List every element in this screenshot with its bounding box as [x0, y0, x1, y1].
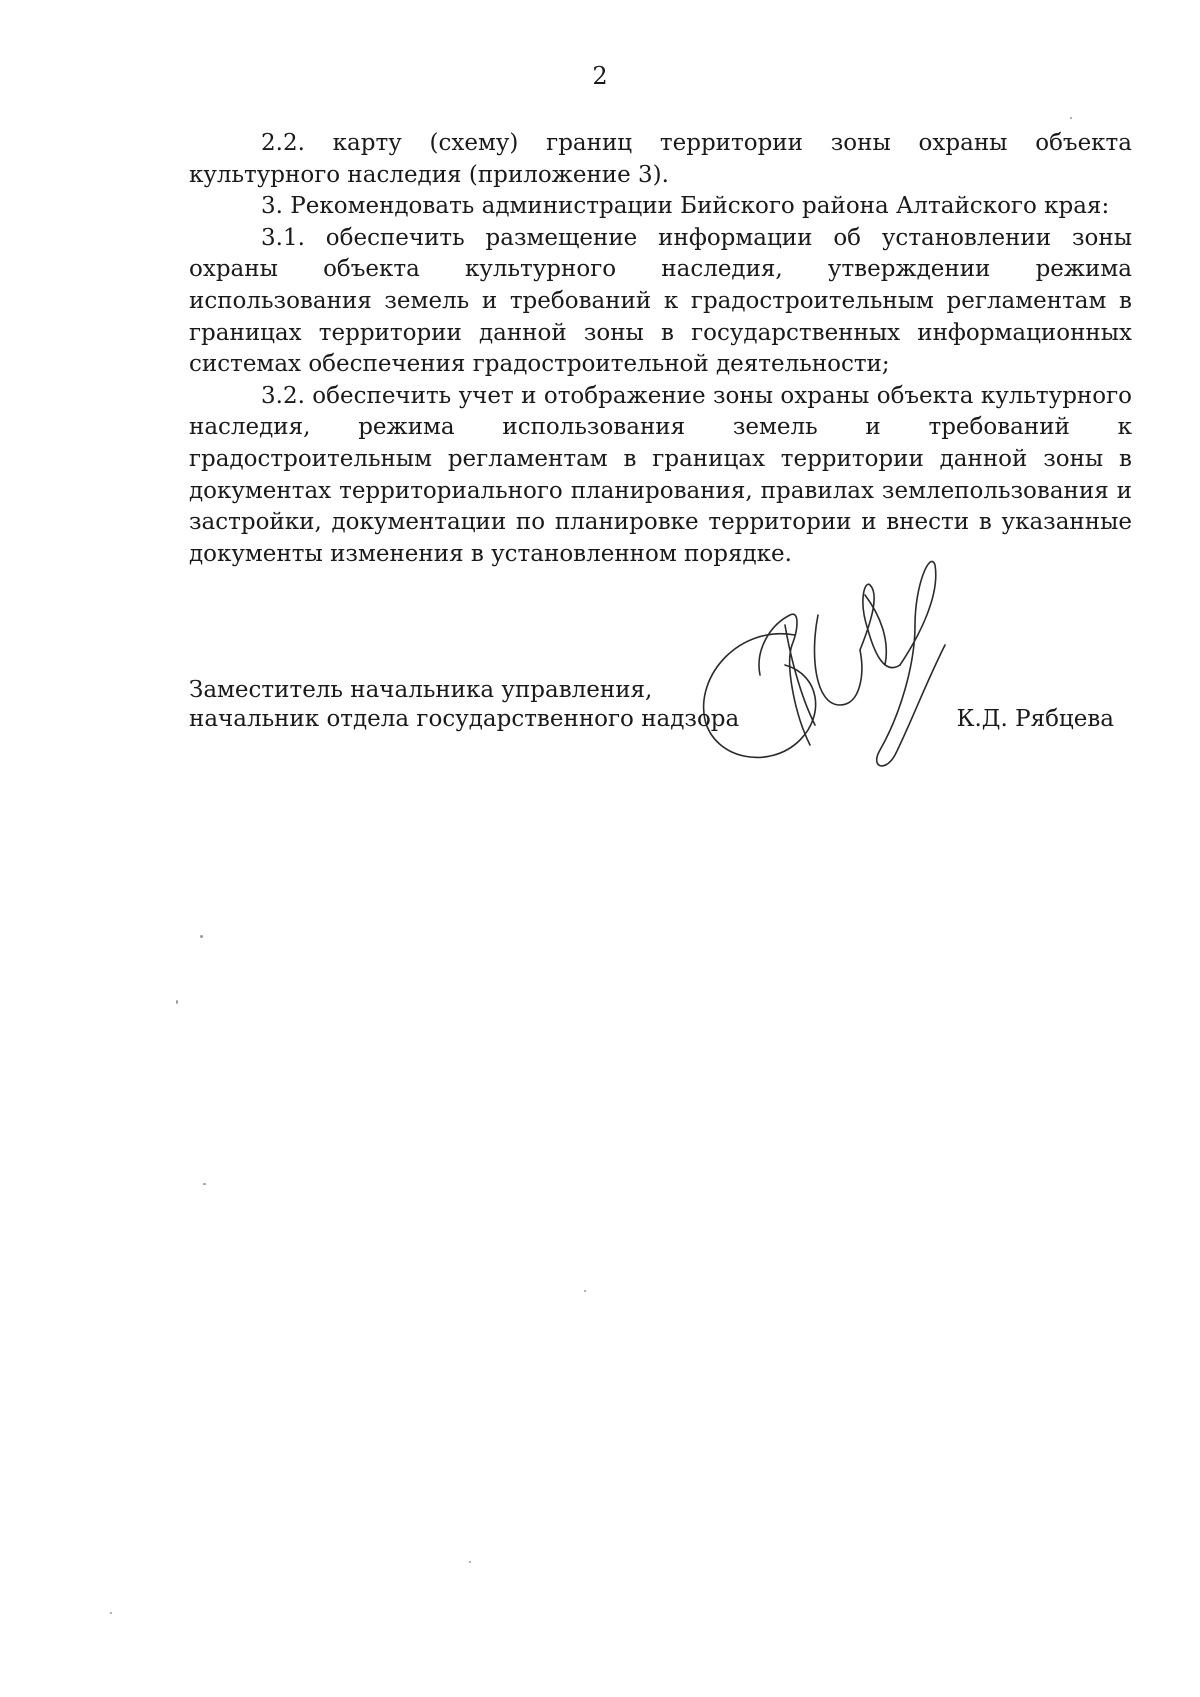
handwritten-signature [700, 555, 1020, 785]
page-number: 2 [592, 62, 608, 90]
signatory-position-line-1: Заместитель начальника управления, [189, 677, 653, 703]
scan-speck [1070, 117, 1072, 119]
scan-speck [200, 935, 203, 938]
scan-speck [584, 1290, 586, 1292]
document-body [189, 128, 1132, 570]
scan-speck [203, 1183, 206, 1185]
signatory-name: К.Д. Рябцева [956, 706, 1114, 732]
paragraph-2-2: 2.2. карту (схему) границ территории зоны охраны объекта культурного наследия (приложение 3). [189, 130, 1132, 188]
paragraph-3-1: 3.1. обеспечить размещение информации об установлении зоны охраны объекта культурного наследия, утверждении режима использования земель и требований к градостроительным регламентам в границах территории данной зоны в государственных информационных системах обеспечения градостроительной деятельности; [189, 224, 1132, 378]
signatory-position [189, 676, 739, 734]
scan-speck [176, 1000, 178, 1004]
paragraph-3: 3. Рекомендовать администрации Бийского района Алтайского края: [261, 193, 1110, 220]
scan-speck [469, 1561, 471, 1563]
scan-speck [110, 1612, 112, 1614]
paragraph-3-2: 3.2. обеспечить учет и отображение зоны охраны объекта культурного наследия, режима использования земель и требований к градостроительным регламентам в границах территории данной зоны в документах территориального планирования, правилах землепользования и застройки, документации по планировке территории и внести в указанные документы изменения в установленном порядке. [189, 382, 1132, 567]
signatory-position-line-2: начальник отдела государственного надзора [189, 706, 740, 732]
